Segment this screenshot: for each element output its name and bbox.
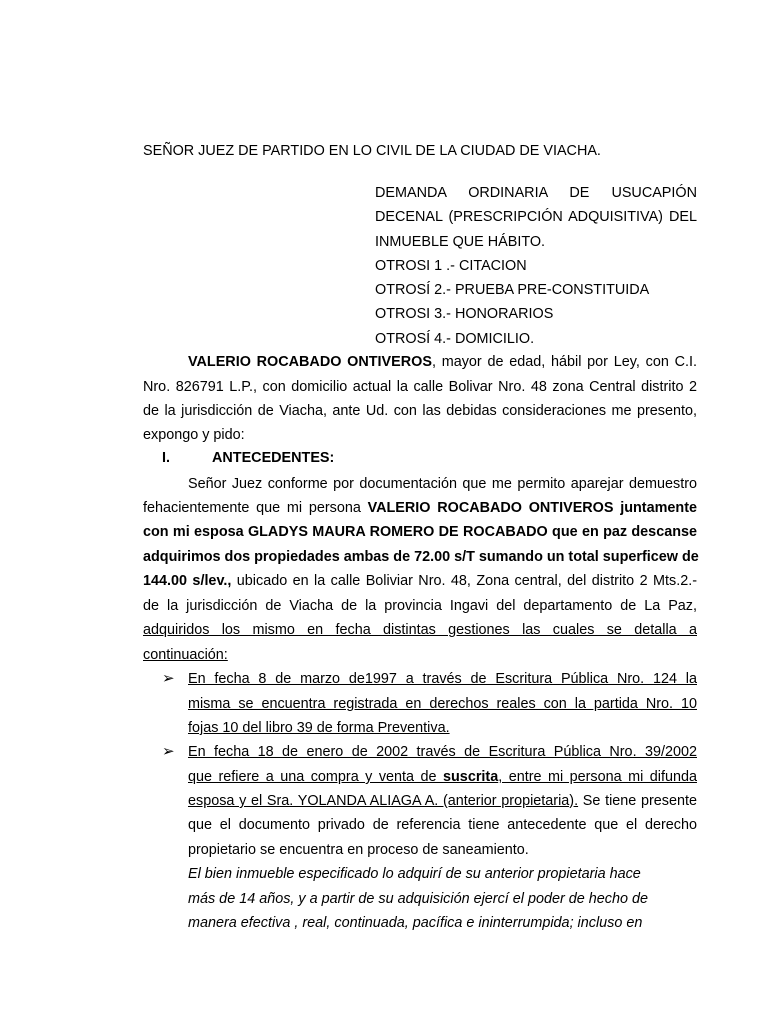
bullet-line: propietario se encuentra en proceso de saneamiento. bbox=[188, 842, 529, 858]
sumilla-line: OTROSI 1 .- CITACION bbox=[375, 257, 527, 274]
bullet-line: En fecha 18 de enero de 2002 través de Escritura Pública Nro. 39/2002 bbox=[188, 744, 697, 760]
sumilla-line: OTROSÍ 2.- PRUEBA PRE-CONSTITUIDA bbox=[375, 282, 650, 299]
bullet-line: que el documento privado de referencia tiene antecedente que el derecho bbox=[188, 817, 697, 833]
bullet-line: misma se encuentra registrada en derechos reales con la partida Nro. 10 bbox=[188, 696, 697, 712]
sumilla-line: OTROSI 3.- HONORARIOS bbox=[375, 306, 554, 323]
sumilla-line: OTROSÍ 4.- DOMICILIO. bbox=[375, 330, 535, 347]
bullet-line: fojas 10 del libro 39 de forma Preventiva. bbox=[188, 720, 450, 736]
antecedentes-line: fehacientemente que mi persona VALERIO ROCABADO ONTIVEROS juntamente bbox=[143, 500, 697, 516]
bullet-line: esposa y el Sra. YOLANDA ALIAGA A. (anterior propietaria). Se tiene presente bbox=[188, 793, 697, 809]
plaintiff-name: VALERIO ROCABADO ONTIVEROS bbox=[188, 354, 432, 370]
antecedentes-line: Señor Juez conforme por documentación que me permito aparejar demuestro bbox=[188, 476, 697, 492]
intro-line: de la jurisdicción de Viacha, ante Ud. con las debidas consideraciones me presento, bbox=[143, 403, 697, 419]
section-title: ANTECEDENTES: bbox=[212, 450, 335, 466]
antecedentes-line: adquiridos los mismo en fecha distintas gestiones las cuales se detalla a bbox=[143, 622, 697, 638]
arrow-bullet-icon: ➢ bbox=[162, 670, 175, 687]
sumilla-line: DECENAL (PRESCRIPCIÓN ADQUISITIVA) DEL bbox=[375, 209, 697, 226]
sumilla-line: DEMANDA ORDINARIA DE USUCAPIÓN bbox=[375, 185, 697, 201]
italic-line: más de 14 años, y a partir de su adquisición ejercí el poder de hecho de bbox=[188, 891, 648, 907]
antecedentes-line: 144.00 s/lev., ubicado en la calle Boliviar Nro. 48, Zona central, del distrito 2 Mts.2.- bbox=[143, 573, 697, 589]
intro-line: VALERIO ROCABADO ONTIVEROS, mayor de edad, hábil por Ley, con C.I. bbox=[188, 354, 697, 370]
intro-line: expongo y pido: bbox=[143, 427, 245, 443]
section-number: I. bbox=[162, 450, 170, 466]
italic-line: manera efectiva , real, continuada, pacífica e ininterrumpida; incluso en bbox=[188, 915, 643, 931]
sumilla-line: INMUEBLE QUE HÁBITO. bbox=[375, 233, 546, 250]
arrow-bullet-icon: ➢ bbox=[162, 743, 175, 760]
antecedentes-line: de la jurisdicción de Viacha de la provincia Ingavi del departamento de La Paz, bbox=[143, 598, 697, 614]
bullet-line: En fecha 8 de marzo de1997 a través de Escritura Pública Nro. 124 la bbox=[188, 671, 697, 687]
italic-line: El bien inmueble especificado lo adquirí de su anterior propietaria hace bbox=[188, 866, 641, 882]
bullet-line: que refiere a una compra y venta de suscrita, entre mi persona mi difunda bbox=[188, 769, 697, 785]
antecedentes-line: adquirimos dos propiedades ambas de 72.00 s/T sumando un total superficew de bbox=[143, 549, 699, 565]
antecedentes-line: con mi esposa GLADYS MAURA ROMERO DE ROCABADO que en paz descanse bbox=[143, 524, 697, 540]
addressee: SEÑOR JUEZ DE PARTIDO EN LO CIVIL DE LA CIUDAD DE VIACHA. bbox=[143, 143, 601, 159]
sumilla-block bbox=[375, 181, 697, 351]
antecedentes-line: continuación: bbox=[143, 647, 228, 663]
intro-line: Nro. 826791 L.P., con domicilio actual la calle Bolivar Nro. 48 zona Central distrito 2 bbox=[143, 379, 697, 395]
